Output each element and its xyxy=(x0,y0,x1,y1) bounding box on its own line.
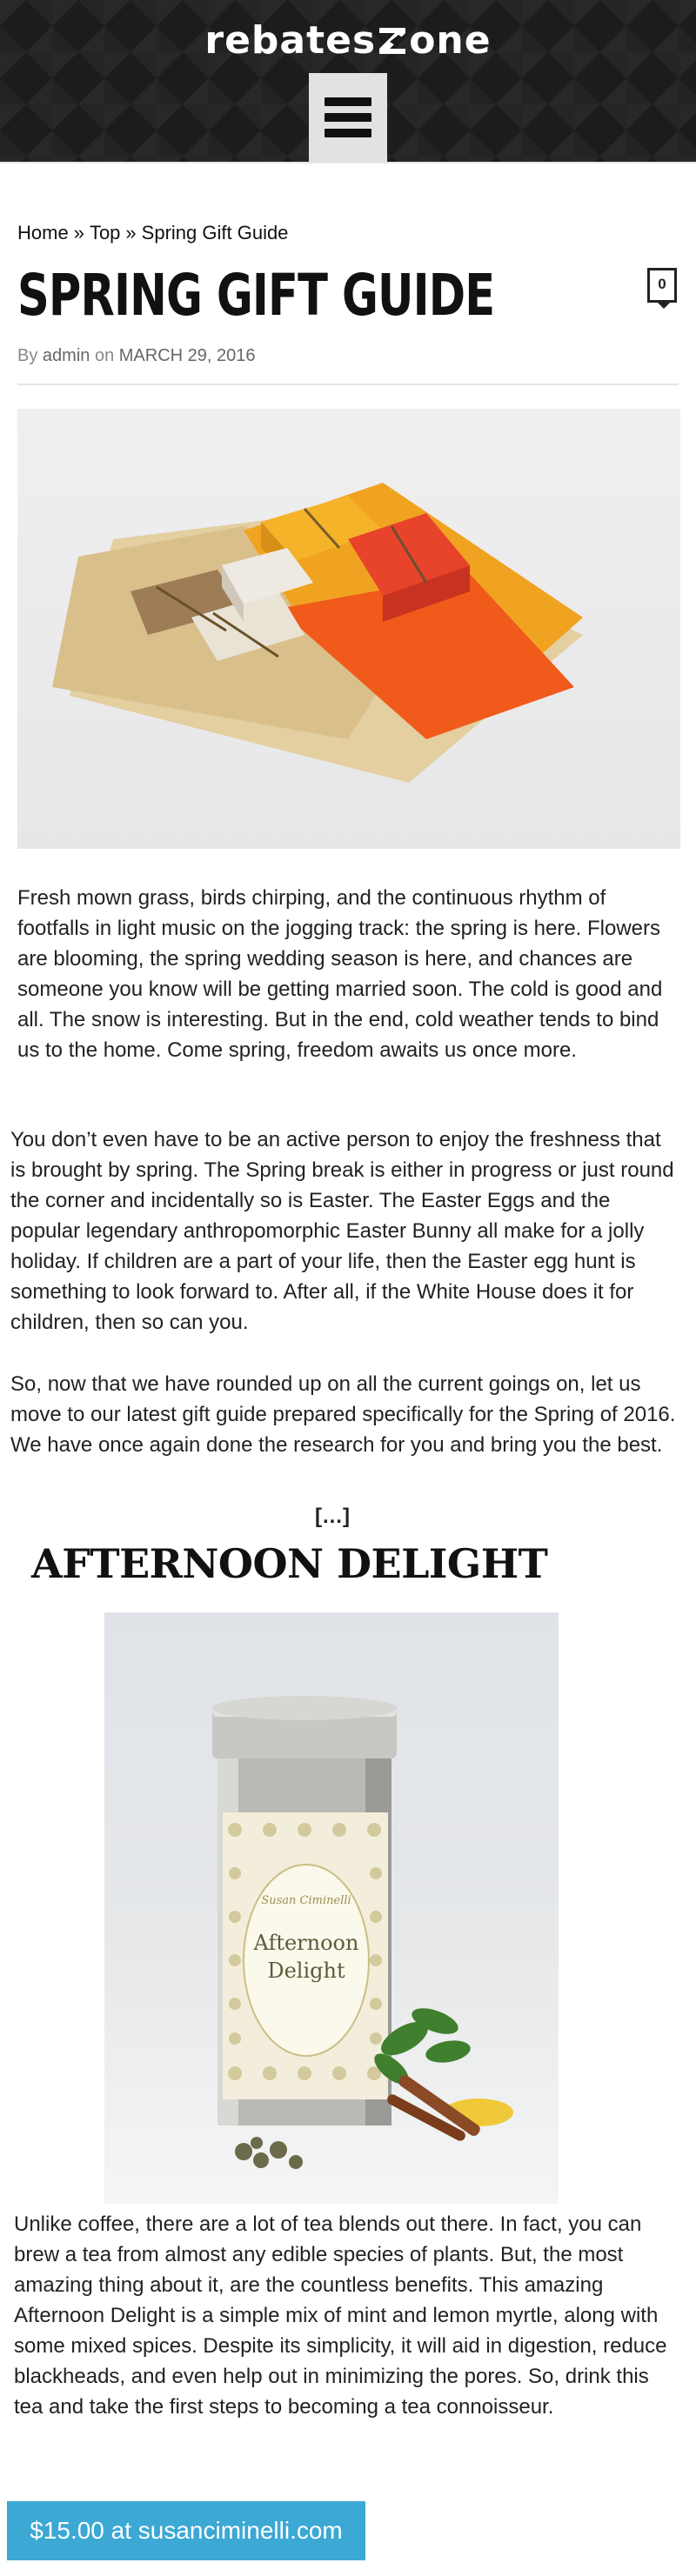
breadcrumb-top[interactable]: Top xyxy=(89,222,121,244)
author-link[interactable]: admin xyxy=(42,346,90,365)
hamburger-menu-button[interactable] xyxy=(309,73,387,162)
breadcrumb-separator: » xyxy=(73,222,84,244)
tin-brand-text: Susan Ciminelli xyxy=(261,1894,351,1907)
tin-name-line1: Afternoon xyxy=(253,1931,359,1955)
site-header xyxy=(0,0,696,162)
post-date: MARCH 29, 2016 xyxy=(118,346,256,365)
logo-text-left: rebates xyxy=(204,17,377,63)
comment-count-badge[interactable]: 0 xyxy=(647,268,677,303)
tea-tin-image xyxy=(104,1612,559,2204)
breadcrumb-current: Spring Gift Guide xyxy=(141,222,289,244)
buy-button[interactable]: $15.00 at susanciminelli.com xyxy=(7,2501,365,2560)
hero-gift-image xyxy=(17,409,680,849)
header-divider xyxy=(0,162,696,197)
tin-name-line2: Delight xyxy=(267,1959,345,1983)
site-logo[interactable] xyxy=(0,12,696,68)
product-heading: AFTERNOON DELIGHT xyxy=(31,1540,548,1587)
read-more-link[interactable]: […] xyxy=(315,1505,350,1528)
breadcrumb-separator: » xyxy=(125,222,137,244)
meta-on-label: on xyxy=(94,346,115,365)
meta-divider xyxy=(17,384,679,385)
product-description: Unlike coffee, there are a lot of tea blends out there. In fact, you can brew a tea from almost any edible species of plants. But, the most amazing thing about it, are the countless benefits. This amazing Afternoon Delight is a simple mix of mint and lemon myrtle, along with some mixed spices. Despite its simplicity, it will aid in digestion, reduce blackheads, and even help out in minimizing the pores. So, drink this tea and take the first steps to becoming a tea connoisseur. xyxy=(14,2212,667,2419)
breadcrumb xyxy=(17,222,288,244)
logo-z-icon xyxy=(378,23,407,57)
wrapped-gifts-illustration xyxy=(17,409,680,849)
post-meta xyxy=(17,346,256,366)
body-paragraph: You don’t even have to be an active person to enjoy the freshness that is brought by spring. The Spring break is either in progress or just round the corner and incidentally so is Easter. The Easter Eggs and the popular legendary anthropomorphic Easter Bunny all make for a jolly holiday. If children are a part of your life, then the Easter egg hunt is something to look forward to. After all, if the White House does it for children, then so can you. xyxy=(10,1128,674,1334)
breadcrumb-home[interactable]: Home xyxy=(17,222,69,244)
hamburger-menu-icon xyxy=(325,97,371,137)
intro-paragraph: Fresh mown grass, birds chirping, and the continuous rhythm of footfalls in light music on the jogging track: the spring is here. Flowers are blooming, the spring wedding season is here, and chances are someone you know will be getting married soon. The cold is good and all. The snow is interesting. But in the end, cold weather tends to bind us to the home. Come spring, freedom awaits us once more. xyxy=(17,886,663,1062)
body-paragraph: So, now that we have rounded up on all the current goings on, let us move to our latest gift guide prepared specifically for the Spring of 2016. We have once again done the research for you and bring you the best. xyxy=(10,1372,676,1457)
page-title: SPRING GIFT GUIDE xyxy=(17,262,495,329)
logo-text-right: one xyxy=(409,17,492,63)
meta-by-label: By xyxy=(17,346,38,365)
